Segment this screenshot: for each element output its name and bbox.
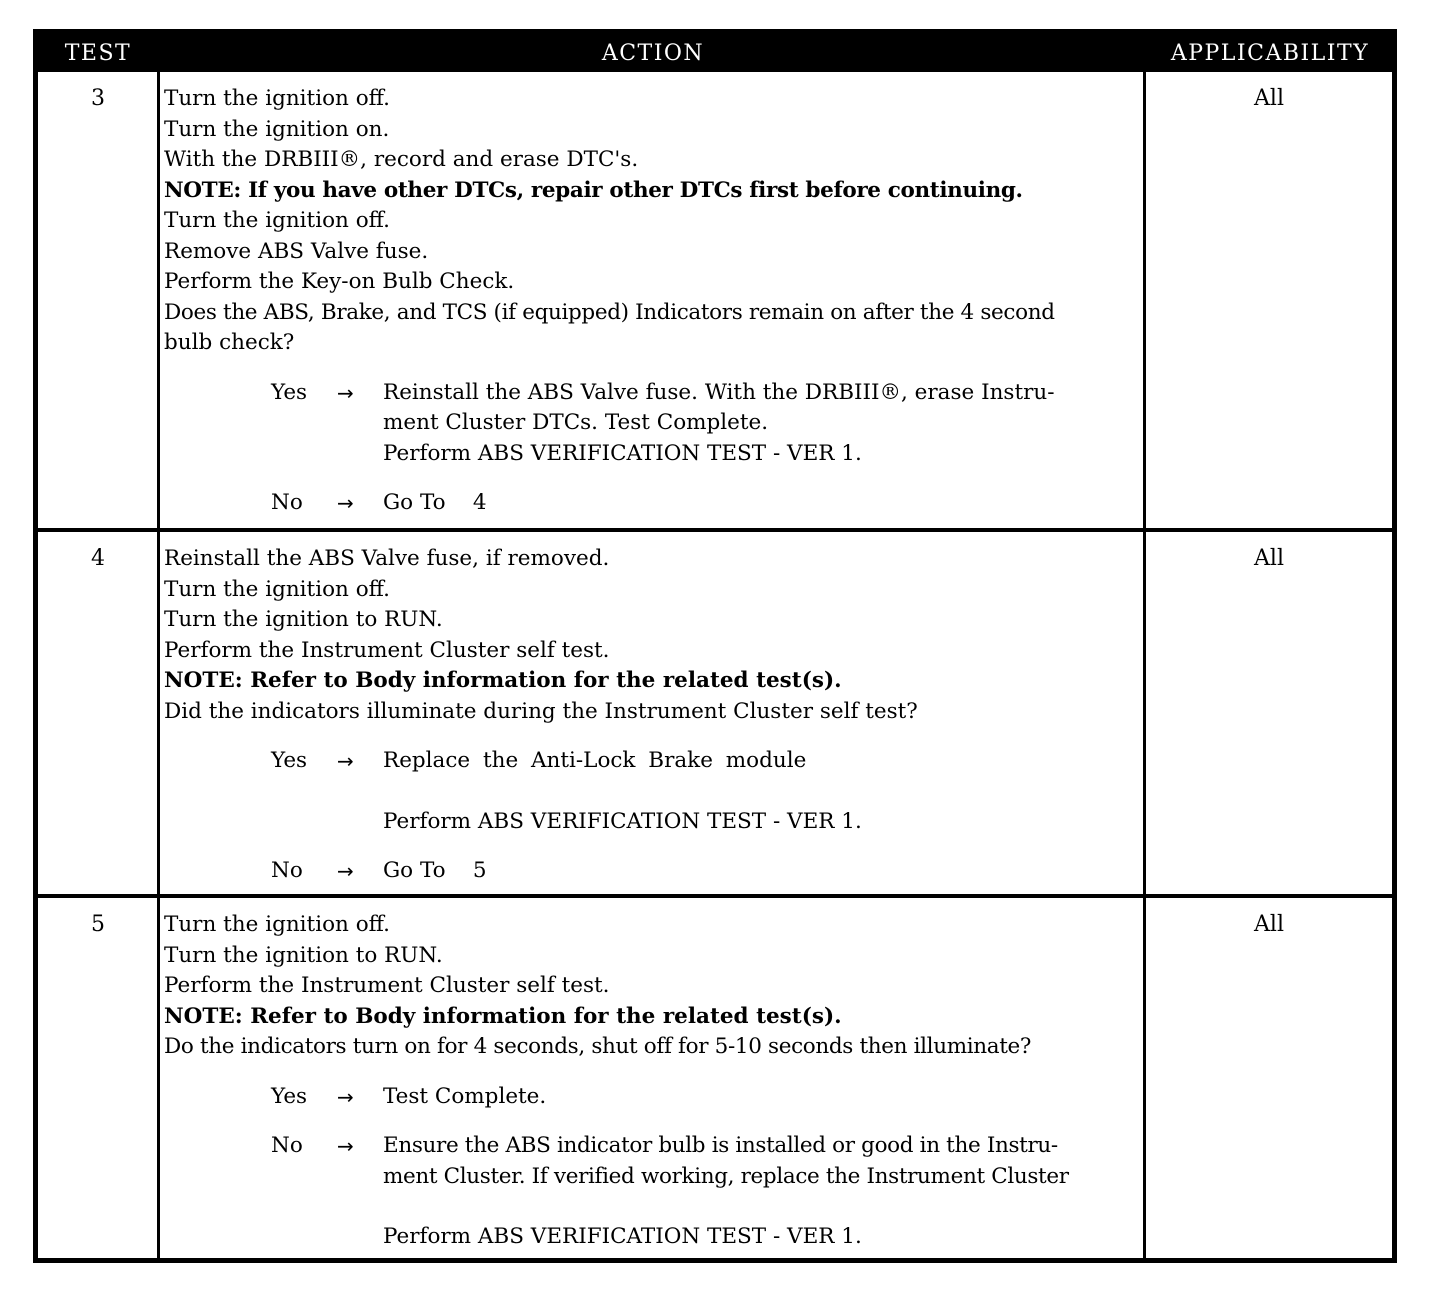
arrow-right-icon: → xyxy=(337,859,354,883)
result-line: ment Cluster. If verified working, replace the Instrument Cluster xyxy=(383,1163,1069,1189)
no-label: No xyxy=(271,1133,303,1158)
result-line: ment Cluster DTCs. Test Complete. xyxy=(383,410,769,435)
result-no xyxy=(271,1131,1138,1253)
result-line: Perform ABS VERIFICATION TEST - VER 1. xyxy=(383,808,862,834)
arrow-right-icon: → xyxy=(337,491,354,515)
result-line: Go To 4 xyxy=(383,490,487,515)
result-line: Go To 5 xyxy=(383,858,487,883)
action-line: Reinstall the ABS Valve fuse, if removed. xyxy=(164,546,610,571)
result-no xyxy=(271,856,1138,887)
note-line: NOTE: Refer to Body information for the related test(s). xyxy=(164,668,842,693)
applicability-value: All xyxy=(1254,86,1284,111)
diagnostic-test-table xyxy=(33,29,1397,1263)
action-line: Perform the Instrument Cluster self test. xyxy=(164,637,610,663)
action-line: Turn the ignition off. xyxy=(164,208,390,233)
result-line: Test Complete. xyxy=(383,1083,547,1109)
table-row-test-3 xyxy=(38,72,1392,528)
action-line: Does the ABS, Brake, and TCS (if equipped) Indicators remain on after the 4 second xyxy=(164,299,1055,325)
test-number: 5 xyxy=(91,912,105,937)
table-header xyxy=(38,34,1392,72)
action-line: Turn the ignition off. xyxy=(164,576,390,602)
action-line: Turn the ignition off. xyxy=(164,912,390,937)
header-action: ACTION xyxy=(601,41,705,66)
action-line: Remove ABS Valve fuse. xyxy=(164,238,429,264)
yes-label: Yes xyxy=(271,748,308,773)
action-line: bulb check? xyxy=(164,330,295,355)
result-no xyxy=(271,488,1138,519)
result-line: Perform ABS VERIFICATION TEST - VER 1. xyxy=(383,440,862,466)
arrow-right-icon: → xyxy=(337,1134,354,1158)
applicability-value: All xyxy=(1254,912,1284,937)
action-line: Turn the ignition off. xyxy=(164,86,390,111)
action-cell xyxy=(164,910,1138,1253)
action-line: Perform the Instrument Cluster self test. xyxy=(164,973,610,998)
action-line: With the DRBIII®, record and erase DTC's. xyxy=(164,147,639,172)
note-line: NOTE: Refer to Body information for the related test(s). xyxy=(164,1003,842,1029)
action-line: Did the indicators illuminate during the Instrument Cluster self test? xyxy=(164,698,918,724)
action-cell xyxy=(164,544,1138,887)
table-row-test-4 xyxy=(38,532,1392,894)
header-test: TEST xyxy=(64,41,132,66)
result-yes xyxy=(271,1082,1138,1113)
yes-label: Yes xyxy=(271,379,308,405)
test-number: 4 xyxy=(91,546,105,571)
header-applicability: APPLICABILITY xyxy=(1170,41,1370,66)
action-line: Turn the ignition to RUN. xyxy=(164,607,443,632)
action-line: Turn the ignition on. xyxy=(164,116,390,142)
result-line: Ensure the ABS indicator bulb is installed or good in the Instru- xyxy=(383,1133,1058,1158)
result-line: Replace the Anti-Lock Brake module xyxy=(383,748,807,773)
table-row-test-5 xyxy=(38,898,1392,1258)
applicability-value: All xyxy=(1254,546,1284,571)
action-cell xyxy=(164,84,1138,519)
test-number: 3 xyxy=(91,86,105,111)
arrow-right-icon: → xyxy=(337,380,354,405)
arrow-right-icon: → xyxy=(337,1084,354,1109)
arrow-right-icon: → xyxy=(337,749,354,773)
action-line: Perform the Key-on Bulb Check. xyxy=(164,269,515,294)
result-yes xyxy=(271,378,1138,470)
result-yes xyxy=(271,746,1138,837)
action-line: Turn the ignition to RUN. xyxy=(164,942,443,968)
result-line: Reinstall the ABS Valve fuse. With the DRBIII®, erase Instru- xyxy=(383,379,1055,405)
no-label: No xyxy=(271,490,303,515)
no-label: No xyxy=(271,858,303,883)
yes-label: Yes xyxy=(271,1083,308,1109)
action-line: Do the indicators turn on for 4 seconds, shut off for 5-10 seconds then illuminate? xyxy=(164,1034,1032,1059)
note-line: NOTE: If you have other DTCs, repair other DTCs first before continuing. xyxy=(164,177,1023,203)
result-line: Perform ABS VERIFICATION TEST - VER 1. xyxy=(383,1224,862,1249)
